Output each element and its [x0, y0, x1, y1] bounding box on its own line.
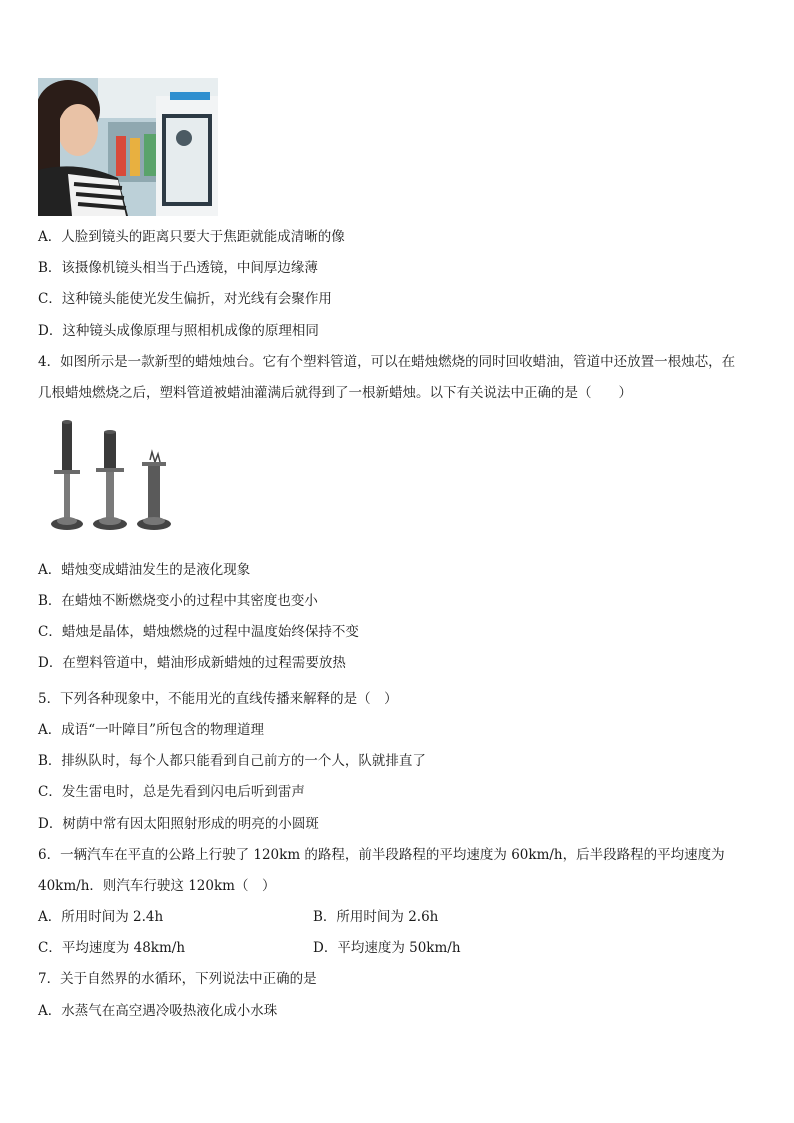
- q3-option-a: A．人脸到镜头的距离只要大于焦距就能成清晰的像: [38, 229, 345, 245]
- q6-stem-line-2: 40km/h．则汽车行驶这 120km（ ）: [38, 878, 276, 894]
- q4-stem-line-2: 几根蜡烛燃烧之后，塑料管道被蜡油灌满后就得到了一根新蜡烛。以下有关说法中正确的是（ ）: [38, 385, 632, 401]
- q5-option-c: C．发生雷电时，总是先看到闪电后听到雷声: [38, 784, 305, 800]
- q7-option-a: A．水蒸气在高空遇冷吸热液化成小水珠: [38, 1003, 278, 1019]
- q6-stem-line-1: 6．一辆汽车在平直的公路上行驶了 120km 的路程，前半段路程的平均速度为 60km/h，后半段路程的平均速度为: [38, 847, 725, 863]
- q5-stem: 5．下列各种现象中，不能用光的直线传播来解释的是（ ）: [38, 691, 398, 707]
- q5-option-b: B．排纵队时，每个人都只能看到自己前方的一个人，队就排直了: [38, 753, 426, 769]
- q4-option-b: B．在蜡烛不断燃烧变小的过程中其密度也变小: [38, 593, 318, 609]
- q6-option-b: B．所用时间为 2.6h: [313, 909, 439, 925]
- q5-option-a: A．成语“一叶障目”所包含的物理道理: [38, 722, 265, 738]
- q7-stem: 7．关于自然界的水循环，下列说法中正确的是: [38, 971, 317, 987]
- q4-option-d: D．在塑料管道中，蜡油形成新蜡烛的过程需要放热: [38, 655, 346, 671]
- face-recognition-illustration: [38, 78, 218, 216]
- candle-holders-illustration: [46, 418, 180, 542]
- q6-option-a: A．所用时间为 2.4h: [38, 909, 164, 925]
- q4-option-a: A．蜡烛变成蜡油发生的是液化现象: [38, 562, 251, 578]
- q4-stem-line-1: 4．如图所示是一款新型的蜡烛烛台。它有个塑料管道，可以在蜡烛燃烧的同时回收蜡油，管道中还放置一根烛芯，在: [38, 354, 736, 370]
- face-recognition-photo: [38, 78, 218, 216]
- q6-option-c: C．平均速度为 48km/h: [38, 940, 186, 956]
- candle-holders-drawing: [46, 418, 180, 542]
- q3-option-b: B．该摄像机镜头相当于凸透镜，中间厚边缘薄: [38, 260, 318, 276]
- q6-option-d: D．平均速度为 50km/h: [313, 940, 461, 956]
- q3-option-d: D．这种镜头成像原理与照相机成像的原理相同: [38, 323, 319, 339]
- q3-option-c: C．这种镜头能使光发生偏折，对光线有会聚作用: [38, 291, 332, 307]
- q4-option-c: C．蜡烛是晶体，蜡烛燃烧的过程中温度始终保持不变: [38, 624, 359, 640]
- q5-option-d: D．树荫中常有因太阳照射形成的明亮的小圆斑: [38, 816, 319, 832]
